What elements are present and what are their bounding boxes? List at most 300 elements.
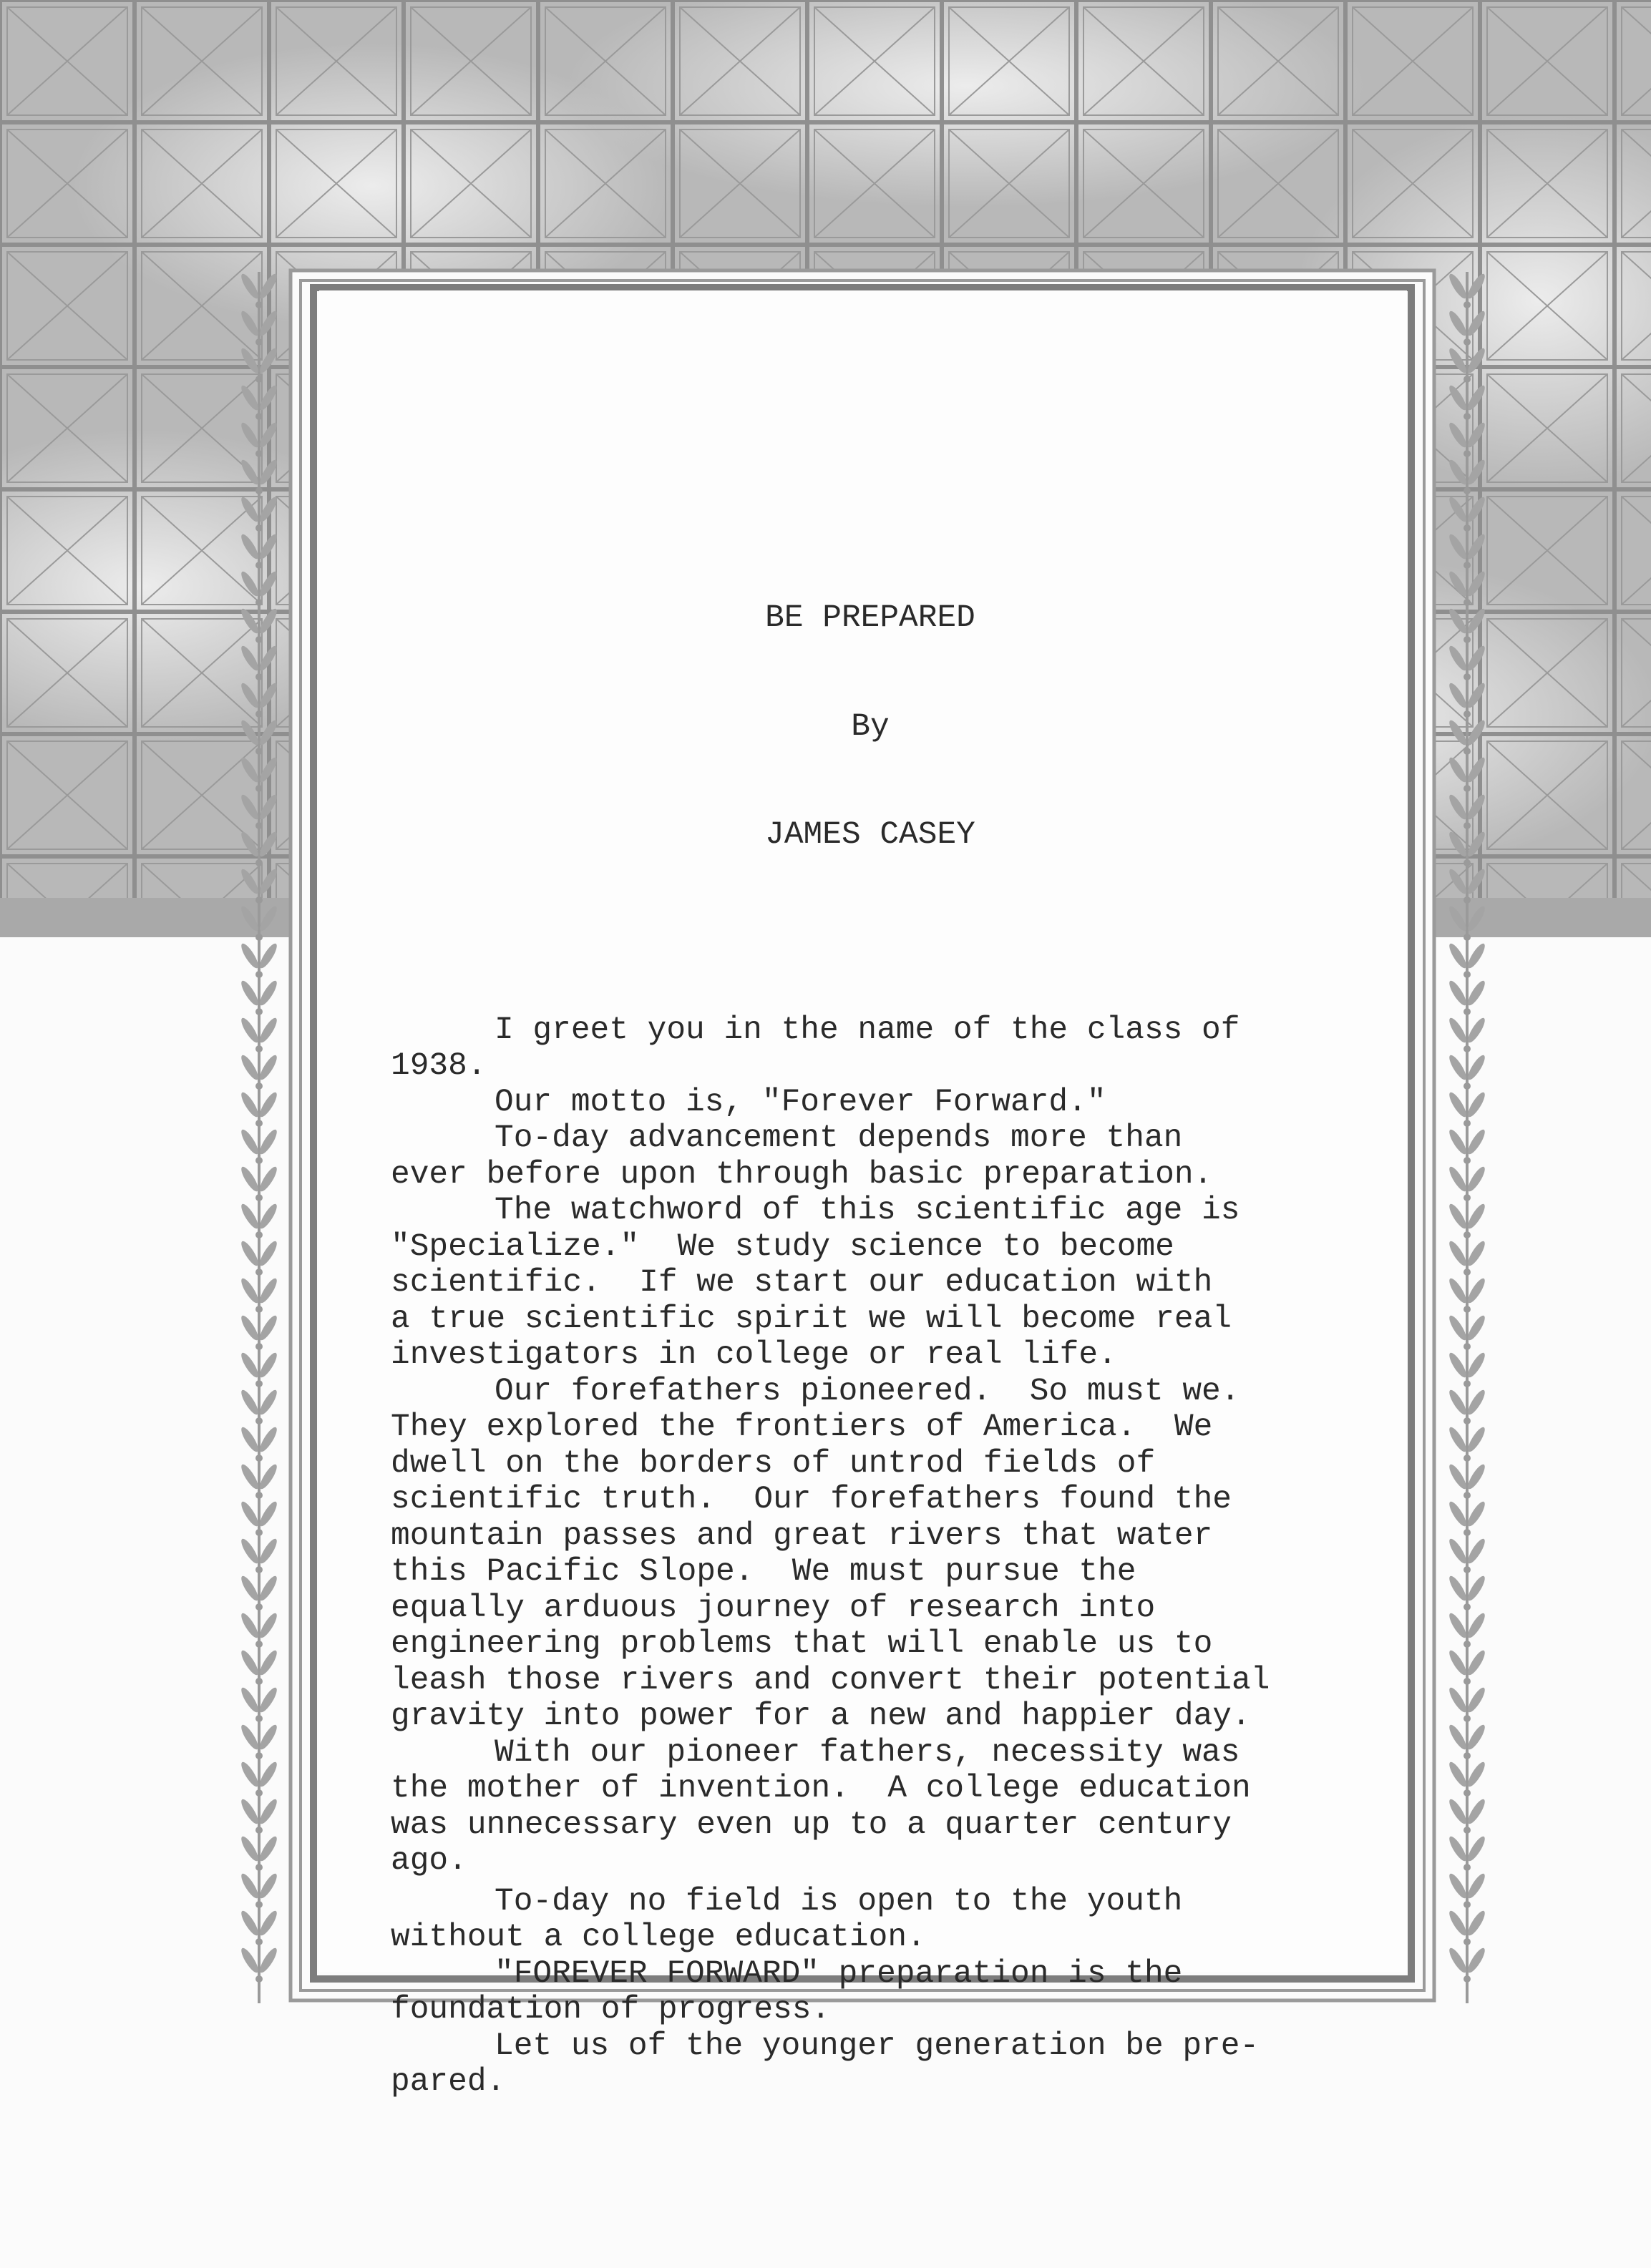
laurel-bud xyxy=(255,1082,263,1090)
laurel-bud xyxy=(255,1566,263,1573)
laurel-leaf xyxy=(238,1016,260,1045)
laurel-leaf xyxy=(257,681,279,710)
laurel-leaf xyxy=(238,1834,260,1863)
laurel-bud xyxy=(1464,1715,1471,1722)
laurel-bud xyxy=(1464,1008,1471,1015)
laurel-leaf xyxy=(238,309,260,338)
laurel-leaf xyxy=(238,1797,260,1826)
laurel-leaf xyxy=(238,1462,260,1491)
paragraph-line: Let us of the younger generation be pre- xyxy=(495,2028,1260,2064)
laurel-leaf xyxy=(1446,1909,1469,1937)
laurel-leaf xyxy=(1446,1834,1469,1863)
paragraph-line: ever before upon through basic preparation. xyxy=(391,1156,1213,1193)
laurel-leaf xyxy=(1446,1760,1469,1789)
laurel-bud xyxy=(255,1120,263,1127)
paragraph-line: foundation of progress. xyxy=(391,1992,831,2028)
laurel-leaf xyxy=(1465,1314,1487,1342)
laurel-bud xyxy=(1464,487,1471,494)
laurel-leaf xyxy=(1446,904,1469,933)
laurel-leaf xyxy=(257,904,279,933)
laurel-bud xyxy=(255,1975,263,1983)
laurel-bud xyxy=(255,301,263,308)
laurel-bud xyxy=(1464,1566,1471,1573)
laurel-leaf xyxy=(1446,1537,1469,1565)
laurel-leaf xyxy=(1465,458,1487,487)
laurel-leaf xyxy=(1446,309,1469,338)
laurel-leaf xyxy=(1465,1462,1487,1491)
laurel-leaf xyxy=(238,904,260,933)
laurel-leaf xyxy=(257,1314,279,1342)
paragraph-line: To-day no field is open to the youth xyxy=(495,1883,1183,1920)
paragraph-line: engineering problems that will enable us to xyxy=(391,1626,1213,1662)
laurel-leaf xyxy=(1465,1165,1487,1193)
laurel-leaf xyxy=(238,1648,260,1677)
laurel-leaf xyxy=(1465,1425,1487,1454)
laurel-leaf xyxy=(1446,1500,1469,1528)
laurel-bud xyxy=(255,1938,263,1945)
laurel-leaf xyxy=(257,346,279,375)
laurel-leaf xyxy=(257,1723,279,1751)
laurel-leaf xyxy=(1465,1239,1487,1268)
laurel-bud xyxy=(1464,636,1471,643)
laurel-leaf xyxy=(1446,681,1469,710)
paragraph-line: the mother of invention. A college education xyxy=(391,1771,1251,1807)
laurel-leaf xyxy=(1446,830,1469,859)
laurel-leaf xyxy=(1465,681,1487,710)
laurel-bud xyxy=(1464,1864,1471,1871)
laurel-leaf xyxy=(1465,1351,1487,1379)
laurel-bud xyxy=(1464,338,1471,346)
laurel-bud xyxy=(255,1901,263,1908)
laurel-bud xyxy=(1464,562,1471,569)
laurel-leaf xyxy=(238,1574,260,1603)
laurel-leaf xyxy=(1446,458,1469,487)
laurel-bud xyxy=(255,859,263,866)
laurel-bud xyxy=(1464,934,1471,941)
laurel-leaf xyxy=(257,1090,279,1119)
laurel-bud xyxy=(1464,1678,1471,1685)
paragraph-line: investigators in college or real life. xyxy=(391,1337,1117,1373)
laurel-leaf xyxy=(1446,1462,1469,1491)
laurel-leaf xyxy=(257,718,279,747)
laurel-leaf xyxy=(238,1537,260,1565)
laurel-leaf xyxy=(1446,942,1469,970)
left-laurel-vine xyxy=(238,272,279,2003)
paragraph-line: The watchword of this scientific age is xyxy=(495,1193,1240,1228)
laurel-bud xyxy=(1464,1492,1471,1499)
laurel-leaf xyxy=(1465,904,1487,933)
laurel-leaf xyxy=(1446,383,1469,412)
laurel-bud xyxy=(255,1045,263,1052)
laurel-bud xyxy=(255,1194,263,1201)
laurel-leaf xyxy=(238,867,260,896)
laurel-bud xyxy=(255,748,263,755)
laurel-leaf xyxy=(1446,1648,1469,1677)
laurel-leaf xyxy=(1465,830,1487,859)
laurel-leaf xyxy=(257,1760,279,1789)
paragraph-line: a true scientific spirit we will become real xyxy=(391,1301,1232,1337)
laurel-bud xyxy=(1464,673,1471,680)
laurel-leaf xyxy=(238,1909,260,1937)
laurel-leaf xyxy=(238,1388,260,1417)
paragraph-line: equally arduous journey of research into xyxy=(391,1590,1156,1626)
laurel-leaf xyxy=(257,830,279,859)
laurel-leaf xyxy=(1465,1946,1487,1975)
byline: By xyxy=(851,708,890,745)
laurel-leaf xyxy=(238,1202,260,1231)
laurel-leaf xyxy=(257,1834,279,1863)
laurel-leaf xyxy=(1446,1872,1469,1900)
laurel-leaf xyxy=(257,1462,279,1491)
laurel-bud xyxy=(255,785,263,792)
laurel-leaf xyxy=(257,1276,279,1305)
laurel-bud xyxy=(255,1752,263,1759)
laurel-leaf xyxy=(1465,1648,1487,1677)
laurel-leaf xyxy=(1465,718,1487,747)
laurel-leaf xyxy=(238,1760,260,1789)
laurel-bud xyxy=(1464,710,1471,718)
laurel-bud xyxy=(255,1008,263,1015)
laurel-leaf xyxy=(1465,1872,1487,1900)
paragraph-line: They explored the frontiers of America. We xyxy=(391,1409,1213,1445)
laurel-bud xyxy=(1464,1603,1471,1610)
laurel-bud xyxy=(1464,1417,1471,1424)
paragraph-line: "Specialize." We study science to become xyxy=(391,1228,1174,1265)
laurel-leaf xyxy=(238,421,260,449)
laurel-leaf xyxy=(1465,272,1487,300)
laurel-leaf xyxy=(1446,607,1469,635)
laurel-leaf xyxy=(1446,1351,1469,1379)
laurel-bud xyxy=(255,562,263,569)
laurel-leaf xyxy=(257,1500,279,1528)
laurel-leaf xyxy=(1465,383,1487,412)
laurel-leaf xyxy=(238,1500,260,1528)
laurel-leaf xyxy=(257,1686,279,1714)
laurel-leaf xyxy=(1465,1723,1487,1751)
laurel-leaf xyxy=(257,1053,279,1082)
paragraph-line: ago. xyxy=(391,1843,467,1879)
laurel-bud xyxy=(255,1641,263,1648)
body-paragraphs xyxy=(391,1012,1393,2101)
laurel-leaf xyxy=(1465,421,1487,449)
laurel-bud xyxy=(1464,413,1471,420)
laurel-leaf xyxy=(238,756,260,784)
laurel-leaf xyxy=(238,1165,260,1193)
laurel-leaf xyxy=(1465,1760,1487,1789)
paragraph-line: 1938. xyxy=(391,1048,487,1084)
laurel-leaf xyxy=(238,979,260,1007)
laurel-leaf xyxy=(238,346,260,375)
laurel-leaf xyxy=(1465,1574,1487,1603)
laurel-bud xyxy=(255,1864,263,1871)
laurel-bud xyxy=(255,1157,263,1164)
laurel-leaf xyxy=(257,309,279,338)
laurel-leaf xyxy=(238,272,260,300)
laurel-bud xyxy=(1464,785,1471,792)
laurel-leaf xyxy=(1446,793,1469,821)
laurel-leaf xyxy=(257,495,279,524)
laurel-leaf xyxy=(1465,1053,1487,1082)
laurel-bud xyxy=(1464,859,1471,866)
laurel-leaf xyxy=(1465,1686,1487,1714)
laurel-leaf xyxy=(1446,1314,1469,1342)
laurel-leaf xyxy=(1446,867,1469,896)
right-laurel-vine xyxy=(1446,272,1487,2003)
laurel-bud xyxy=(255,673,263,680)
laurel-leaf xyxy=(1465,309,1487,338)
laurel-bud xyxy=(1464,1938,1471,1945)
laurel-leaf xyxy=(238,1090,260,1119)
laurel-leaf xyxy=(1446,495,1469,524)
laurel-bud xyxy=(255,710,263,718)
laurel-leaf xyxy=(1446,979,1469,1007)
laurel-bud xyxy=(1464,1343,1471,1350)
laurel-bud xyxy=(1464,822,1471,829)
laurel-bud xyxy=(255,1603,263,1610)
laurel-leaf xyxy=(257,1537,279,1565)
laurel-bud xyxy=(255,1269,263,1276)
laurel-leaf xyxy=(1465,644,1487,673)
laurel-leaf xyxy=(1465,1388,1487,1417)
laurel-leaf xyxy=(1446,718,1469,747)
laurel-leaf xyxy=(1465,979,1487,1007)
laurel-bud xyxy=(1464,1231,1471,1238)
laurel-bud xyxy=(255,450,263,457)
laurel-bud xyxy=(1464,1380,1471,1387)
laurel-leaf xyxy=(1465,607,1487,635)
laurel-leaf xyxy=(1446,1090,1469,1119)
laurel-bud xyxy=(1464,896,1471,904)
laurel-bud xyxy=(1464,301,1471,308)
laurel-leaf xyxy=(238,681,260,710)
laurel-leaf xyxy=(257,644,279,673)
laurel-leaf xyxy=(257,1909,279,1937)
laurel-leaf xyxy=(257,1872,279,1900)
laurel-bud xyxy=(1464,1194,1471,1201)
laurel-leaf xyxy=(1446,1946,1469,1975)
laurel-leaf xyxy=(257,942,279,970)
laurel-leaf xyxy=(238,458,260,487)
laurel-leaf xyxy=(1465,1090,1487,1119)
laurel-leaf xyxy=(257,979,279,1007)
paragraph-line: mountain passes and great rivers that water xyxy=(391,1517,1213,1554)
laurel-leaf xyxy=(238,1053,260,1082)
laurel-leaf xyxy=(257,756,279,784)
laurel-leaf xyxy=(257,1648,279,1677)
laurel-leaf xyxy=(238,1239,260,1268)
laurel-leaf xyxy=(238,644,260,673)
laurel-leaf xyxy=(238,1946,260,1975)
laurel-leaf xyxy=(257,1425,279,1454)
laurel-bud xyxy=(255,822,263,829)
laurel-leaf xyxy=(238,1425,260,1454)
laurel-bud xyxy=(1464,524,1471,532)
laurel-leaf xyxy=(238,570,260,598)
laurel-leaf xyxy=(257,793,279,821)
laurel-leaf xyxy=(1446,1574,1469,1603)
laurel-leaf xyxy=(257,1016,279,1045)
laurel-leaf xyxy=(1465,1611,1487,1640)
laurel-bud xyxy=(255,338,263,346)
laurel-leaf xyxy=(238,1276,260,1305)
paragraph-line: leash those rivers and convert their potential xyxy=(391,1662,1270,1698)
laurel-bud xyxy=(1464,748,1471,755)
laurel-bud xyxy=(255,1417,263,1424)
laurel-bud xyxy=(1464,1157,1471,1164)
laurel-leaf xyxy=(1446,346,1469,375)
laurel-leaf xyxy=(1446,532,1469,561)
laurel-bud xyxy=(1464,450,1471,457)
laurel-leaf xyxy=(1465,793,1487,821)
laurel-bud xyxy=(255,376,263,383)
laurel-bud xyxy=(1464,971,1471,978)
laurel-leaf xyxy=(238,383,260,412)
laurel-leaf xyxy=(238,1128,260,1156)
laurel-bud xyxy=(255,1380,263,1387)
laurel-leaf xyxy=(1446,1388,1469,1417)
paragraph-line: I greet you in the name of the class of xyxy=(495,1012,1240,1048)
paragraph-line: Our motto is, "Forever Forward." xyxy=(495,1084,1106,1120)
laurel-leaf xyxy=(1465,1016,1487,1045)
laurel-leaf xyxy=(1465,570,1487,598)
laurel-leaf xyxy=(238,1314,260,1342)
laurel-leaf xyxy=(257,1128,279,1156)
laurel-leaf xyxy=(1465,1500,1487,1528)
laurel-leaf xyxy=(1446,1686,1469,1714)
laurel-leaf xyxy=(238,532,260,561)
laurel-bud xyxy=(255,1715,263,1722)
laurel-leaf xyxy=(238,1611,260,1640)
laurel-bud xyxy=(255,524,263,532)
laurel-bud xyxy=(1464,1827,1471,1834)
laurel-leaf xyxy=(257,458,279,487)
laurel-leaf xyxy=(257,1165,279,1193)
laurel-bud xyxy=(255,1827,263,1834)
paragraph-line: To-day advancement depends more than xyxy=(495,1120,1183,1156)
laurel-leaf xyxy=(1465,346,1487,375)
laurel-leaf xyxy=(257,1946,279,1975)
paragraph-line: pared. xyxy=(391,2064,506,2100)
laurel-leaf xyxy=(1465,495,1487,524)
laurel-leaf xyxy=(1446,421,1469,449)
laurel-leaf xyxy=(257,1351,279,1379)
laurel-bud xyxy=(1464,1120,1471,1127)
laurel-bud xyxy=(1464,1269,1471,1276)
laurel-leaf xyxy=(1446,1797,1469,1826)
laurel-bud xyxy=(255,487,263,494)
laurel-leaf xyxy=(1465,942,1487,970)
laurel-leaf xyxy=(1446,1165,1469,1193)
laurel-leaf xyxy=(1465,867,1487,896)
speech-text xyxy=(391,528,1393,2136)
laurel-bud xyxy=(255,934,263,941)
laurel-leaf xyxy=(257,1239,279,1268)
laurel-leaf xyxy=(257,867,279,896)
laurel-leaf xyxy=(238,942,260,970)
laurel-bud xyxy=(255,896,263,904)
laurel-bud xyxy=(1464,1082,1471,1090)
laurel-leaf xyxy=(1465,1797,1487,1826)
laurel-leaf xyxy=(257,570,279,598)
laurel-bud xyxy=(1464,1455,1471,1462)
laurel-leaf xyxy=(1465,1834,1487,1863)
laurel-leaf xyxy=(1465,756,1487,784)
laurel-bud xyxy=(255,413,263,420)
laurel-leaf xyxy=(1446,1425,1469,1454)
paragraph-line: scientific. If we start our education with xyxy=(391,1265,1213,1301)
paragraph-line: without a college education. xyxy=(391,1920,926,1955)
paragraph-line: was unnecessary even up to a quarter century xyxy=(391,1807,1232,1843)
laurel-bud xyxy=(255,636,263,643)
laurel-leaf xyxy=(1446,1276,1469,1305)
laurel-bud xyxy=(255,1455,263,1462)
laurel-bud xyxy=(1464,1901,1471,1908)
laurel-bud xyxy=(1464,1306,1471,1313)
laurel-bud xyxy=(255,1678,263,1685)
laurel-bud xyxy=(1464,1641,1471,1648)
laurel-leaf xyxy=(257,1611,279,1640)
laurel-leaf xyxy=(1446,1016,1469,1045)
laurel-leaf xyxy=(1446,1239,1469,1268)
laurel-leaf xyxy=(257,272,279,300)
laurel-leaf xyxy=(1465,532,1487,561)
laurel-leaf xyxy=(257,532,279,561)
laurel-leaf xyxy=(1446,1611,1469,1640)
laurel-bud xyxy=(255,1789,263,1797)
laurel-leaf xyxy=(1446,1053,1469,1082)
laurel-bud xyxy=(255,1529,263,1536)
laurel-leaf xyxy=(257,607,279,635)
laurel-leaf xyxy=(257,1202,279,1231)
laurel-leaf xyxy=(1446,756,1469,784)
laurel-leaf xyxy=(1446,644,1469,673)
paragraph-line: Our forefathers pioneered. So must we. xyxy=(495,1373,1240,1409)
laurel-bud xyxy=(255,971,263,978)
paragraph-line: dwell on the borders of untrod fields of xyxy=(391,1445,1156,1482)
laurel-leaf xyxy=(257,1388,279,1417)
laurel-leaf xyxy=(257,383,279,412)
laurel-bud xyxy=(255,1306,263,1313)
laurel-leaf xyxy=(1446,1202,1469,1231)
laurel-leaf xyxy=(238,718,260,747)
document-title: BE PREPARED xyxy=(765,600,975,636)
laurel-leaf xyxy=(238,1351,260,1379)
paragraph-line: "FOREVER FORWARD" preparation is the xyxy=(495,1955,1183,1992)
laurel-leaf xyxy=(238,793,260,821)
laurel-leaf xyxy=(238,1723,260,1751)
laurel-leaf xyxy=(257,1574,279,1603)
laurel-bud xyxy=(1464,599,1471,606)
laurel-leaf xyxy=(238,1872,260,1900)
laurel-leaf xyxy=(1465,1276,1487,1305)
laurel-leaf xyxy=(1446,570,1469,598)
laurel-bud xyxy=(1464,1752,1471,1759)
paragraph-line: With our pioneer fathers, necessity was xyxy=(495,1734,1240,1771)
laurel-leaf xyxy=(1446,272,1469,300)
laurel-leaf xyxy=(238,495,260,524)
laurel-bud xyxy=(1464,376,1471,383)
laurel-leaf xyxy=(1465,1537,1487,1565)
laurel-leaf xyxy=(238,607,260,635)
paragraph-line: this Pacific Slope. We must pursue the xyxy=(391,1554,1136,1590)
laurel-leaf xyxy=(257,421,279,449)
paragraph-line: scientific truth. Our forefathers found the xyxy=(391,1482,1232,1517)
laurel-leaf xyxy=(238,830,260,859)
laurel-bud xyxy=(255,1343,263,1350)
laurel-bud xyxy=(1464,1789,1471,1797)
laurel-leaf xyxy=(1465,1909,1487,1937)
laurel-leaf xyxy=(1446,1723,1469,1751)
